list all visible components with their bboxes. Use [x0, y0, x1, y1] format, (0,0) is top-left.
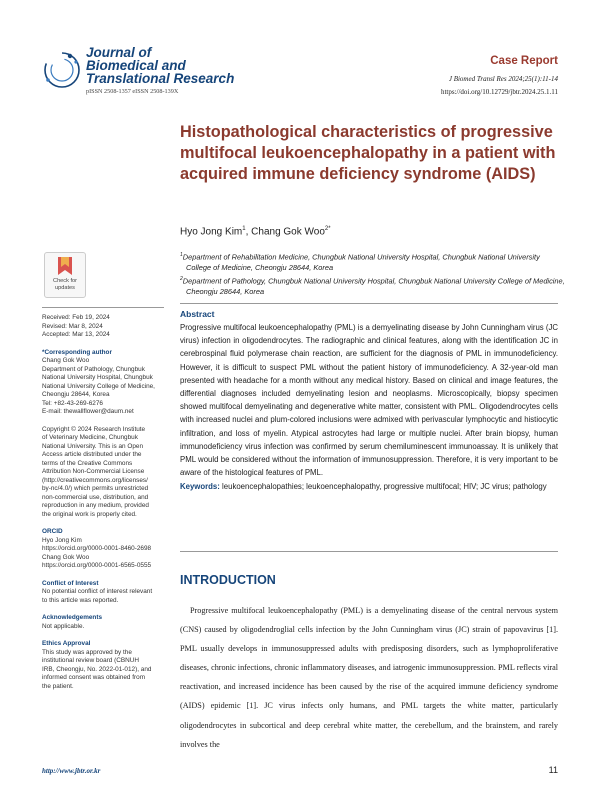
sidebar-line: terms of the Creative Commons [42, 459, 133, 467]
sidebar-line: Chang Gok Woo [42, 357, 90, 364]
abstract-divider [180, 551, 558, 552]
journal-name-line: Journal of [86, 45, 152, 60]
doi-link[interactable]: https://doi.org/10.12729/jbtr.2024.25.1.11 [440, 88, 558, 96]
date-received: Received: Feb 19, 2024 [42, 314, 110, 321]
sidebar-line: National University. This is an Open [42, 442, 143, 450]
sidebar-line: Copyright © 2024 Research Institute [42, 425, 146, 433]
sidebar-line: Access article distributed under the [42, 451, 142, 458]
sidebar-line: Cheongju 28644, Korea [42, 391, 110, 398]
acknowledgements-section [42, 614, 164, 631]
journal-logo-icon [40, 46, 84, 90]
sidebar-line: reproduction in any medium, provided [42, 502, 149, 509]
author-separator: , [245, 226, 252, 238]
article-title: Histopathological characteristics of progressive multifocal leukoencephalopathy in a patient with acquired immune deficiency syndrome (AIDS) [180, 123, 556, 183]
journal-name [86, 46, 286, 85]
footer-url-link[interactable]: http://www.jbtr.or.kr [42, 767, 101, 775]
section-head: Ethics Approval [42, 640, 91, 647]
sidebar-line: institutional review board (CBNUH [42, 657, 139, 664]
email-link[interactable]: E-mail: thewallflower@daum.net [42, 408, 134, 415]
article-sidebar [42, 307, 164, 700]
sidebar-line: Attribution Non-Commercial License [42, 468, 145, 475]
orcid-link[interactable]: https://orcid.org/0000-0001-6565-0555 [42, 562, 152, 569]
affiliation-text: Department of Rehabilitation Medicine, Chungbuk National University Hospital, Chungbuk National University College of Medicine, Cheongju 28644, Korea [182, 252, 540, 272]
journal-logo [40, 44, 240, 100]
affiliation-sup: 1 [180, 252, 183, 258]
sidebar-line: the original work is properly cited. [42, 510, 137, 518]
sidebar-line: National University Hospital, Chungbuk [42, 374, 153, 381]
sidebar-line: Department of Pathology, Chungbuk [42, 365, 145, 373]
page-number: 11 [548, 765, 558, 775]
badge-line: Check for [53, 278, 77, 284]
badge-line: updates [55, 284, 75, 291]
sidebar-line: This study was approved by the [42, 648, 132, 656]
journal-name-line: Translational Research [86, 71, 235, 86]
affiliations [180, 250, 565, 299]
introduction-heading: INTRODUCTION [180, 573, 276, 587]
affiliation [180, 274, 565, 297]
license-link[interactable]: (http://creativecommons.org/licenses/ [42, 476, 148, 484]
abstract-heading: Abstract [180, 309, 215, 319]
abstract-section [180, 303, 558, 494]
sidebar-line: Not applicable. [42, 622, 85, 630]
introduction-text: Progressive multifocal leukoencephalopathy (PML) is a demyelinating disease of the central nervous system (CNS) caused by oligodendroglial cells infection by the John Cunningham virus (JC) strain of papovavirus [1]. PML usually develops in immunosuppressed adults with predisposing disorders, such as lymphoproliferative diseases, chronic infections, chronic inflammatory diseases, and iatrogenic immunosuppression. PML reflects viral reactivation, and increased incidence has been caused by the rise of the acquired immune deficiency syndrome (AIDS) epidemic [1]. JC virus infects only humans, and PML targets the white matter, particularly oligodendrocytes in subcortical and deep cerebral white matter, the cerebellum, and the brainstem, and rarely involves the [180, 606, 558, 749]
keywords [180, 480, 558, 493]
sidebar-line: Tel: +82-43-269-6276 [42, 399, 103, 407]
section-head: *Corresponding author [42, 348, 112, 356]
copyright-notice [42, 426, 164, 520]
badge-label [45, 278, 85, 291]
keywords-text: leukoencephalopathies; leukoencephalopathy, progressive multifocal; HIV; JC virus; pathology [222, 482, 547, 492]
sidebar-line: No potential conflict of interest relevant [42, 588, 153, 595]
affiliation-sup: 2 [180, 276, 183, 283]
sidebar-line: of Veterinary Medicine, Chungbuk [42, 434, 138, 441]
section-head: Acknowledgements [42, 614, 103, 621]
author-list [180, 226, 331, 237]
abstract-text: Progressive multifocal leukoencephalopathy (PML) is a demyelinating disease by John Cunningham virus (JC virus) infection in oligodendrocytes. The radiographic and clinical features, along with the identification JC in cerebrospinal fluid polymerase chain reaction, are sufficient for the diagnosis of PML in immunodeficiency. However, it is difficult to suspect PML without the patient history of immunodeficiency. A 32-year-old man presented with headache for a month without any medical history. Based on clinical and image features, the differential diagnoses included demyelinating lesion and neoplasms. Microscopically, biopsy specimen showed multifocal demyelinating and degenerative white matter, consistent with PML. Oligodendrocytes cells with increased nuclei and plum-colored inclusions were admixed with perivascular lymphocytic and histiocytic infiltration, and loss of myelin. Atypical astrocytes had large or multiple nuclei. After brain biopsy, human immunodeficiency virus infection was confirmed by serum chemiluminescent immunoassay. It is unlikely that PML would be considered without the information of immunosuppression. Therefore, it is very important to be aware of the histological features of PML. [180, 323, 558, 478]
bookmark-ribbon-icon [45, 253, 85, 279]
conflict-section [42, 580, 164, 606]
article-dates [42, 314, 164, 340]
sidebar-line: to this article was reported. [42, 596, 119, 604]
keywords-heading: Keywords: [180, 482, 220, 492]
orcid-link[interactable]: https://orcid.org/0000-0001-8460-2698 [42, 545, 152, 552]
sidebar-line: Chang Gok Woo [42, 553, 90, 561]
sidebar-line: non-commercial use, distribution, and [42, 493, 149, 501]
journal-name-line: Biomedical and [86, 58, 186, 73]
sidebar-line: by-nc/4.0/) which permits unrestricted [42, 485, 149, 492]
affiliation-text: Department of Pathology, Chungbuk National University Hospital, Chungbuk National University College of Medicine, Cheongju 28644, Korea [182, 276, 565, 297]
journal-issn: pISSN 2508-1357 eISSN 2508-139X [86, 88, 179, 95]
date-revised: Revised: Mar 8, 2024 [42, 322, 103, 330]
sidebar-line: Hyo Jong Kim [42, 536, 82, 544]
affiliation [180, 250, 565, 273]
corresponding-author [42, 349, 164, 417]
author-sup: 1 [242, 226, 246, 232]
author-name: Hyo Jong Kim [180, 226, 243, 238]
sidebar-line: IRB, Cheongju, No. 2022-01-012), and [42, 665, 152, 673]
date-accepted: Accepted: Mar 13, 2024 [42, 331, 110, 338]
ethics-section [42, 640, 164, 691]
article-type: Case Report [490, 55, 558, 67]
orcid-section [42, 528, 164, 571]
author-sup: 2* [324, 226, 331, 232]
author-name: Chang Gok Woo [251, 226, 325, 238]
sidebar-line: informed consent was obtained from [42, 674, 146, 681]
citation: J Biomed Transl Res 2024;25(1):11-14 [448, 75, 558, 83]
section-head: ORCID [42, 528, 63, 535]
section-head: Conflict of Interest [42, 579, 99, 587]
sidebar-line: the patient. [42, 682, 74, 690]
check-for-updates-badge[interactable] [44, 252, 86, 298]
sidebar-line: National University College of Medicine, [42, 382, 155, 390]
